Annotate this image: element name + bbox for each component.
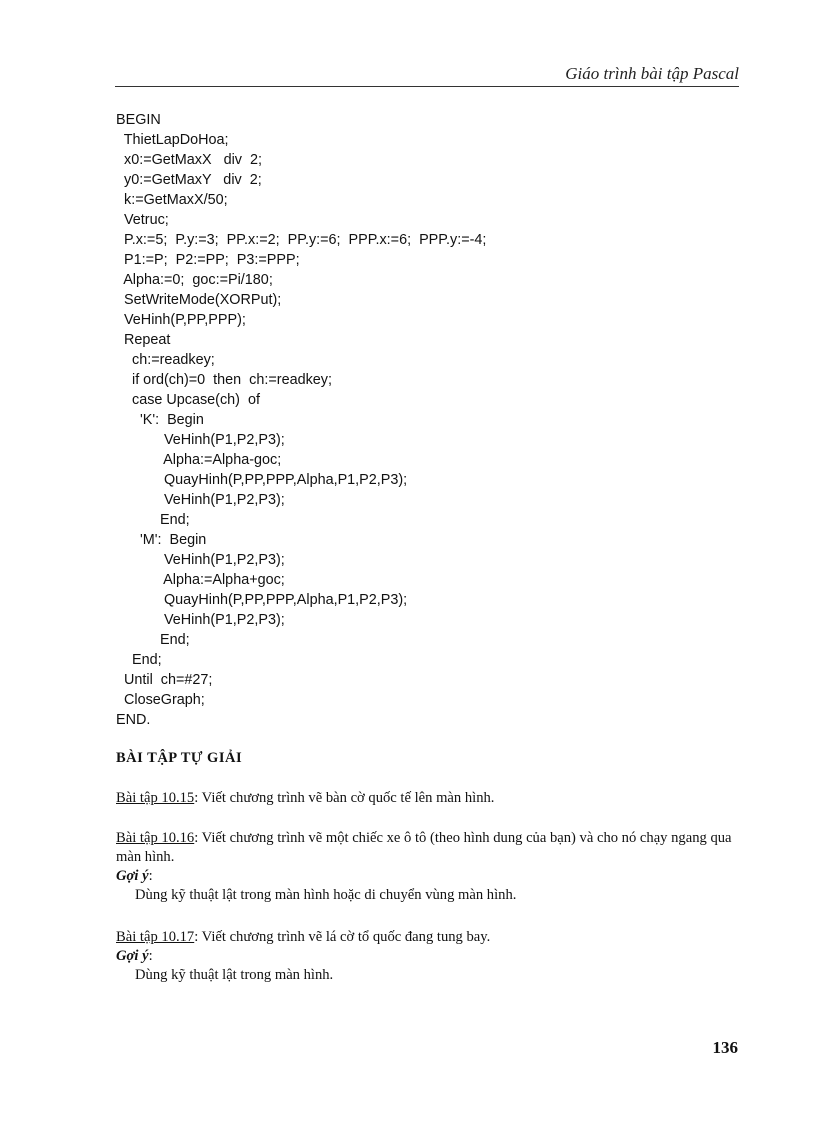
exercise-text: : Viết chương trình vẽ bàn cờ quốc tế lên màn hình.	[194, 790, 495, 806]
hint-heading	[116, 947, 738, 966]
code-line: y0:=GetMaxY div 2;	[116, 172, 262, 188]
hint-colon: :	[148, 868, 153, 884]
hint-text: Dùng kỹ thuật lật trong màn hình.	[135, 967, 334, 983]
code-line: case Upcase(ch) of	[116, 392, 260, 408]
code-line: Repeat	[116, 332, 171, 348]
exercise-body	[116, 829, 738, 867]
code-line: End;	[116, 652, 162, 668]
code-line: VeHinh(P1,P2,P3);	[116, 552, 285, 568]
exercise-10-17	[116, 928, 738, 985]
exercise-label: Bài tập 10.17	[116, 929, 195, 945]
code-line: if ord(ch)=0 then ch:=readkey;	[116, 372, 332, 388]
exercise-label: Bài tập 10.15	[116, 790, 195, 806]
exercise-label: Bài tập 10.16	[116, 830, 195, 846]
section-title: BÀI TẬP TỰ GIẢI	[116, 750, 243, 766]
hint-colon: :	[148, 948, 153, 964]
code-line: k:=GetMaxX/50;	[116, 192, 228, 208]
code-line: ch:=readkey;	[116, 352, 215, 368]
code-line: QuayHinh(P,PP,PPP,Alpha,P1,P2,P3);	[116, 592, 408, 608]
code-line: VeHinh(P1,P2,P3);	[116, 612, 285, 628]
code-line: End;	[116, 632, 190, 648]
code-line: Alpha:=Alpha-goc;	[116, 452, 282, 468]
hint-text: Dùng kỹ thuật lật trong màn hình hoặc di chuyển vùng màn hình.	[135, 887, 517, 903]
code-line: VeHinh(P1,P2,P3);	[116, 492, 285, 508]
header-title: Giáo trình bài tập Pascal	[565, 64, 739, 83]
code-line: End;	[116, 512, 190, 528]
exercise-10-15	[116, 789, 738, 808]
exercise-text: : Viết chương trình vẽ lá cờ tổ quốc đang tung bay.	[194, 929, 491, 945]
code-line: ThietLapDoHoa;	[116, 132, 229, 148]
code-line: Alpha:=0; goc:=Pi/180;	[116, 272, 273, 288]
code-line: VeHinh(P1,P2,P3);	[116, 432, 285, 448]
hint-label: Gợi ý	[116, 948, 149, 964]
code-line: BEGIN	[116, 112, 161, 128]
exercise-10-16	[116, 829, 738, 905]
code-line: 'M': Begin	[116, 532, 207, 548]
exercise-body	[116, 928, 738, 947]
code-line: SetWriteMode(XORPut);	[116, 292, 282, 308]
hint-heading	[116, 867, 738, 886]
code-line: Until ch=#27;	[116, 672, 213, 688]
code-line: x0:=GetMaxX div 2;	[116, 152, 262, 168]
code-line: P.x:=5; P.y:=3; PP.x:=2; PP.y:=6; PPP.x:=6; PPP.y:=-4;	[116, 232, 487, 248]
code-line: CloseGraph;	[116, 692, 205, 708]
code-line: VeHinh(P,PP,PPP);	[116, 312, 246, 328]
code-line: END.	[116, 712, 151, 728]
code-line: P1:=P; P2:=PP; P3:=PPP;	[116, 252, 300, 268]
header-rule	[115, 86, 739, 87]
code-line: Vetruc;	[116, 212, 169, 228]
code-line: Alpha:=Alpha+goc;	[116, 572, 285, 588]
hint-label: Gợi ý	[116, 868, 149, 884]
code-line: 'K': Begin	[116, 412, 204, 428]
page-number: 136	[712, 1038, 738, 1057]
code-line: QuayHinh(P,PP,PPP,Alpha,P1,P2,P3);	[116, 472, 408, 488]
exercise-text: : Viết chương trình vẽ một chiếc xe ô tô (theo hình dung của bạn) và cho nó chạy ngang qua màn hình.	[116, 830, 732, 865]
code-block	[116, 110, 486, 730]
